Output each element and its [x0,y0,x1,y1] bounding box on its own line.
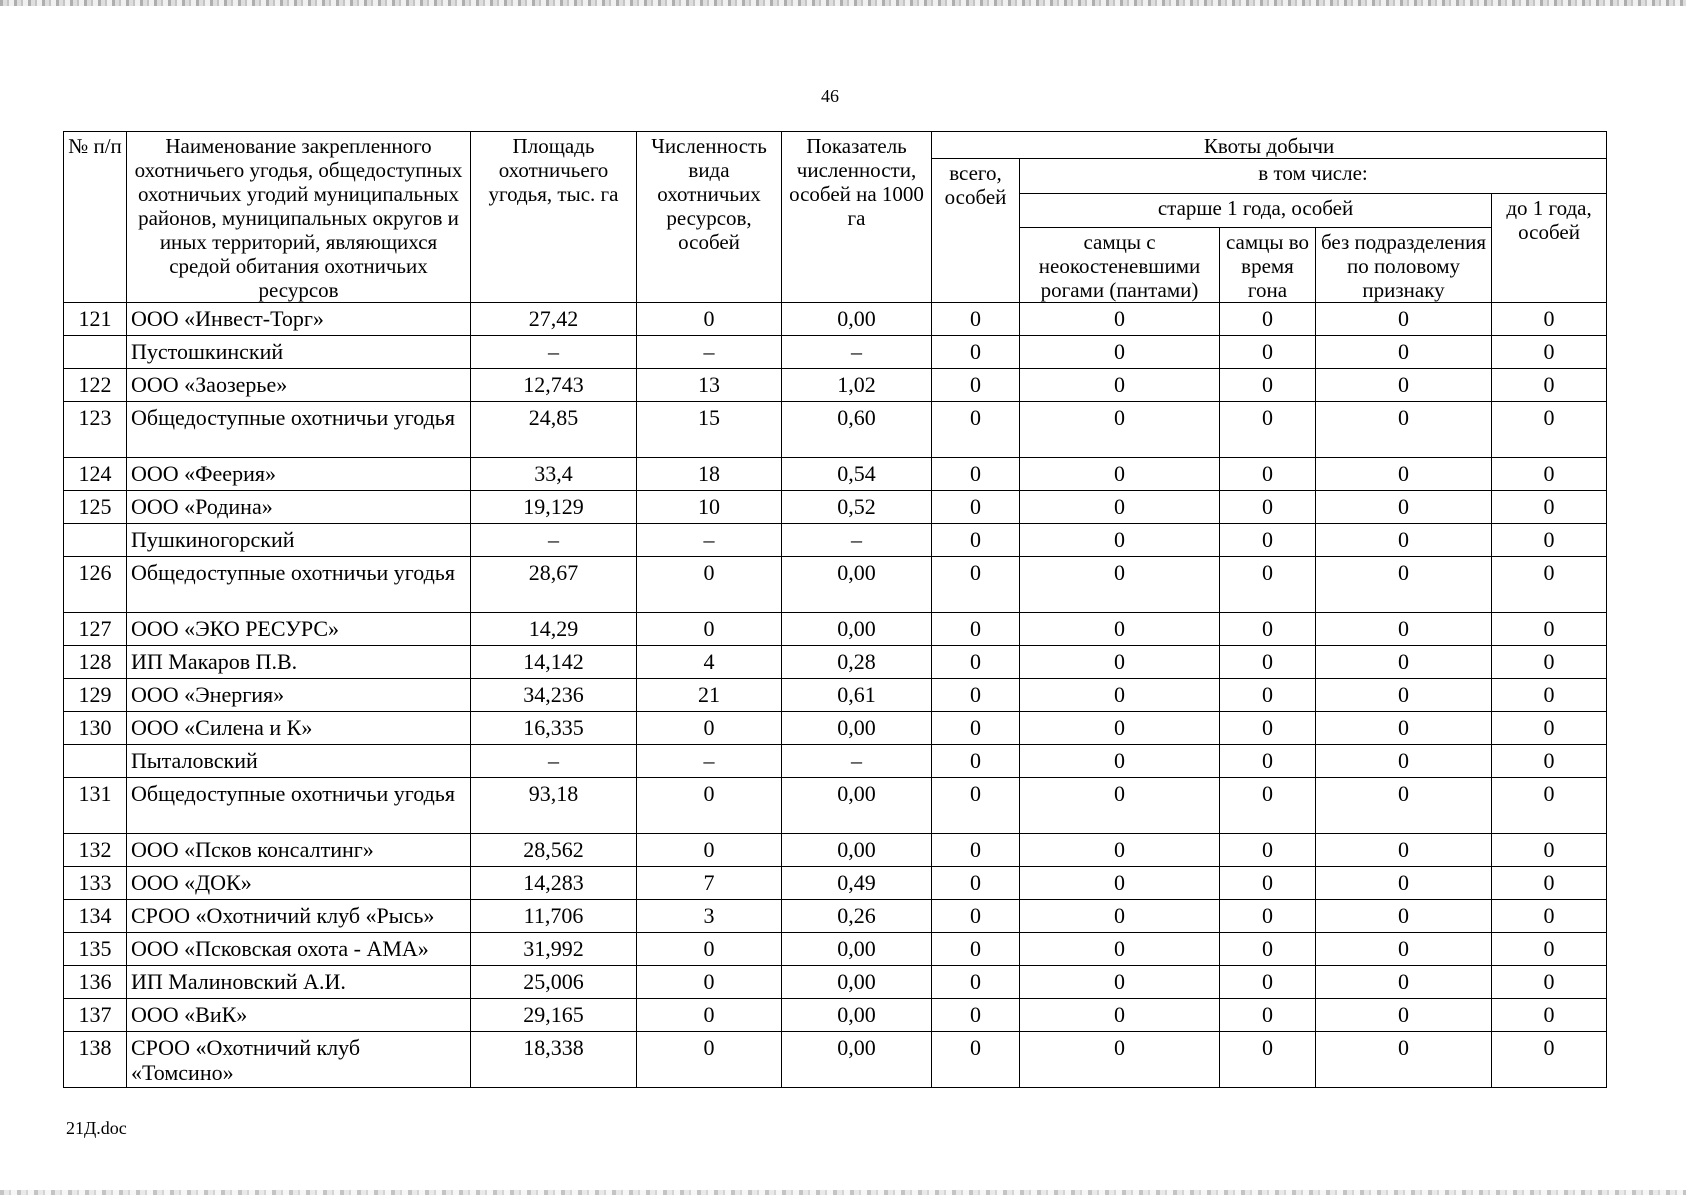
cell-nosex: 0 [1316,933,1492,966]
cell-population: 0 [637,613,782,646]
cell-nosex: 0 [1316,336,1492,369]
cell-nosex: 0 [1316,966,1492,999]
table-row [64,834,1607,867]
table-row [64,303,1607,336]
table-row [64,646,1607,679]
cell-rut: 0 [1220,966,1316,999]
cell-under1: 0 [1492,1032,1607,1088]
cell-rut: 0 [1220,745,1316,778]
cell-num: 124 [64,458,127,491]
cell-total: 0 [932,834,1020,867]
cell-num: 126 [64,557,127,613]
cell-under1: 0 [1492,834,1607,867]
cell-antlers: 0 [1020,679,1220,712]
cell-density: 0,49 [782,867,932,900]
cell-name: Пустошкинский [127,336,471,369]
cell-area: 25,006 [471,966,637,999]
cell-antlers: 0 [1020,524,1220,557]
cell-under1: 0 [1492,491,1607,524]
cell-under1: 0 [1492,458,1607,491]
cell-under1: 0 [1492,613,1607,646]
header-older: старше 1 года, особей [1020,193,1492,228]
cell-num: 138 [64,1032,127,1088]
cell-nosex: 0 [1316,303,1492,336]
cell-under1: 0 [1492,966,1607,999]
cell-under1: 0 [1492,867,1607,900]
cell-area: 14,283 [471,867,637,900]
cell-population: 0 [637,834,782,867]
header-area: Площадь охотничьего угодья, тыс. га [471,132,637,303]
cell-nosex: 0 [1316,369,1492,402]
cell-rut: 0 [1220,679,1316,712]
cell-area: 24,85 [471,402,637,458]
table-row [64,402,1607,458]
cell-area: – [471,336,637,369]
cell-under1: 0 [1492,646,1607,679]
cell-under1: 0 [1492,336,1607,369]
cell-population: 4 [637,646,782,679]
cell-population: 0 [637,557,782,613]
cell-name: СРОО «Охотничий клуб «Томсино» [127,1032,471,1088]
cell-num: 123 [64,402,127,458]
cell-num: 136 [64,966,127,999]
cell-antlers: 0 [1020,933,1220,966]
cell-area: – [471,524,637,557]
cell-area: 34,236 [471,679,637,712]
cell-total: 0 [932,646,1020,679]
cell-rut: 0 [1220,524,1316,557]
cell-area: 11,706 [471,900,637,933]
cell-antlers: 0 [1020,336,1220,369]
table-row [64,867,1607,900]
table-row [64,524,1607,557]
cell-num: 125 [64,491,127,524]
cell-total: 0 [932,966,1020,999]
cell-rut: 0 [1220,557,1316,613]
cell-rut: 0 [1220,778,1316,834]
cell-name: ИП Малиновский А.И. [127,966,471,999]
cell-population: 0 [637,712,782,745]
cell-density: 0,00 [782,1032,932,1088]
cell-num: 135 [64,933,127,966]
cell-area: 14,29 [471,613,637,646]
cell-area: 14,142 [471,646,637,679]
cell-rut: 0 [1220,613,1316,646]
header-name: Наименование закрепленного охотничьего угодья, общедоступных охотничьих угодий муниципальных районов, муниципальных округов и иных территорий, являющихся средой обитания охотничьих ресурсов [127,132,471,303]
table-row [64,745,1607,778]
cell-density: 0,54 [782,458,932,491]
cell-num [64,524,127,557]
cell-under1: 0 [1492,900,1607,933]
cell-name: Общедоступные охотничьи угодья [127,557,471,613]
cell-area: 19,129 [471,491,637,524]
header-rut: самцы во время гона [1220,228,1316,303]
cell-total: 0 [932,900,1020,933]
cell-population: – [637,745,782,778]
cell-total: 0 [932,1032,1020,1088]
cell-density: – [782,745,932,778]
cell-population: 3 [637,900,782,933]
cell-under1: 0 [1492,557,1607,613]
cell-population: 18 [637,458,782,491]
cell-area: 33,4 [471,458,637,491]
cell-population: – [637,336,782,369]
cell-area: 31,992 [471,933,637,966]
cell-density: 0,52 [782,491,932,524]
cell-rut: 0 [1220,402,1316,458]
table-header [64,132,1607,303]
cell-num: 130 [64,712,127,745]
cell-antlers: 0 [1020,458,1220,491]
cell-population: 13 [637,369,782,402]
cell-area: 28,562 [471,834,637,867]
cell-nosex: 0 [1316,745,1492,778]
cell-rut: 0 [1220,933,1316,966]
cell-name: СРОО «Охотничий клуб «Рысь» [127,900,471,933]
cell-rut: 0 [1220,834,1316,867]
cell-nosex: 0 [1316,900,1492,933]
cell-name: Пыталовский [127,745,471,778]
cell-total: 0 [932,303,1020,336]
cell-total: 0 [932,613,1020,646]
cell-under1: 0 [1492,778,1607,834]
cell-antlers: 0 [1020,369,1220,402]
cell-under1: 0 [1492,933,1607,966]
cell-antlers: 0 [1020,712,1220,745]
cell-rut: 0 [1220,712,1316,745]
cell-rut: 0 [1220,867,1316,900]
cell-antlers: 0 [1020,613,1220,646]
cell-area: 93,18 [471,778,637,834]
cell-name: ООО «ДОК» [127,867,471,900]
cell-density: 0,26 [782,900,932,933]
table-row [64,1032,1607,1088]
cell-rut: 0 [1220,491,1316,524]
cell-name: ИП Макаров П.В. [127,646,471,679]
cell-num: 122 [64,369,127,402]
page-number: 46 [821,86,839,106]
cell-name: ООО «Псковская охота - АМА» [127,933,471,966]
cell-population: 15 [637,402,782,458]
cell-density: 0,61 [782,679,932,712]
cell-population: – [637,524,782,557]
cell-antlers: 0 [1020,778,1220,834]
cell-density: – [782,524,932,557]
table-row [64,491,1607,524]
cell-name: ООО «ЭКО РЕСУРС» [127,613,471,646]
cell-density: 0,00 [782,999,932,1032]
table-row [64,966,1607,999]
cell-rut: 0 [1220,1032,1316,1088]
cell-density: 0,00 [782,303,932,336]
cell-total: 0 [932,336,1020,369]
cell-area: 27,42 [471,303,637,336]
cell-antlers: 0 [1020,745,1220,778]
cell-total: 0 [932,679,1020,712]
cell-density: 0,00 [782,834,932,867]
cell-num [64,336,127,369]
cell-population: 0 [637,1032,782,1088]
cell-name: ООО «Инвест-Торг» [127,303,471,336]
cell-num: 121 [64,303,127,336]
cell-nosex: 0 [1316,557,1492,613]
cell-total: 0 [932,524,1020,557]
table-row [64,712,1607,745]
cell-antlers: 0 [1020,303,1220,336]
cell-total: 0 [932,745,1020,778]
cell-total: 0 [932,491,1020,524]
cell-under1: 0 [1492,999,1607,1032]
cell-num: 131 [64,778,127,834]
scan-edge-bottom [0,1190,1686,1195]
cell-antlers: 0 [1020,966,1220,999]
cell-nosex: 0 [1316,999,1492,1032]
cell-name: ООО «Заозерье» [127,369,471,402]
cell-area: – [471,745,637,778]
cell-density: 0,00 [782,933,932,966]
table-row [64,557,1607,613]
cell-population: 21 [637,679,782,712]
table-row [64,900,1607,933]
cell-total: 0 [932,778,1020,834]
header-under1: до 1 года, особей [1492,193,1607,303]
cell-antlers: 0 [1020,900,1220,933]
cell-total: 0 [932,557,1020,613]
cell-under1: 0 [1492,679,1607,712]
cell-density: 0,28 [782,646,932,679]
header-quotas: Квоты добычи [932,132,1607,159]
cell-name: ООО «Феерия» [127,458,471,491]
cell-under1: 0 [1492,402,1607,458]
header-density: Показатель численности, особей на 1000 га [782,132,932,303]
table-row [64,679,1607,712]
header-population: Численность вида охотничьих ресурсов, особей [637,132,782,303]
cell-under1: 0 [1492,524,1607,557]
cell-nosex: 0 [1316,458,1492,491]
cell-nosex: 0 [1316,613,1492,646]
cell-rut: 0 [1220,303,1316,336]
cell-num [64,745,127,778]
cell-nosex: 0 [1316,646,1492,679]
cell-num: 133 [64,867,127,900]
table-row [64,999,1607,1032]
cell-rut: 0 [1220,900,1316,933]
cell-nosex: 0 [1316,778,1492,834]
table-row [64,778,1607,834]
cell-name: Пушкиногорский [127,524,471,557]
cell-antlers: 0 [1020,999,1220,1032]
cell-name: ООО «Силена и К» [127,712,471,745]
cell-rut: 0 [1220,336,1316,369]
scan-edge-top [0,0,1686,6]
cell-rut: 0 [1220,458,1316,491]
cell-antlers: 0 [1020,402,1220,458]
cell-area: 12,743 [471,369,637,402]
cell-antlers: 0 [1020,867,1220,900]
cell-population: 7 [637,867,782,900]
cell-name: ООО «Родина» [127,491,471,524]
cell-rut: 0 [1220,999,1316,1032]
table-body [64,303,1607,1088]
cell-nosex: 0 [1316,867,1492,900]
cell-name: ООО «Энергия» [127,679,471,712]
cell-total: 0 [932,933,1020,966]
cell-nosex: 0 [1316,402,1492,458]
header-num: № п/п [64,132,127,303]
cell-antlers: 0 [1020,834,1220,867]
cell-num: 132 [64,834,127,867]
cell-nosex: 0 [1316,712,1492,745]
cell-population: 0 [637,999,782,1032]
cell-num: 127 [64,613,127,646]
cell-num: 128 [64,646,127,679]
cell-density: 0,00 [782,712,932,745]
cell-total: 0 [932,369,1020,402]
header-including: в том числе: [1020,159,1607,194]
cell-area: 29,165 [471,999,637,1032]
cell-num: 137 [64,999,127,1032]
cell-density: 0,00 [782,778,932,834]
cell-antlers: 0 [1020,1032,1220,1088]
cell-rut: 0 [1220,646,1316,679]
cell-nosex: 0 [1316,491,1492,524]
cell-antlers: 0 [1020,491,1220,524]
header-antlers: самцы с неокостеневшими рогами (пантами) [1020,228,1220,303]
table-row [64,336,1607,369]
cell-num: 129 [64,679,127,712]
cell-name: Общедоступные охотничьи угодья [127,778,471,834]
cell-under1: 0 [1492,369,1607,402]
cell-density: 0,00 [782,557,932,613]
cell-total: 0 [932,867,1020,900]
cell-density: 0,60 [782,402,932,458]
cell-nosex: 0 [1316,1032,1492,1088]
table-row [64,613,1607,646]
cell-nosex: 0 [1316,524,1492,557]
cell-population: 10 [637,491,782,524]
cell-under1: 0 [1492,745,1607,778]
cell-num: 134 [64,900,127,933]
table-row [64,933,1607,966]
cell-density: 0,00 [782,613,932,646]
cell-under1: 0 [1492,712,1607,745]
cell-total: 0 [932,402,1020,458]
cell-name: ООО «ВиК» [127,999,471,1032]
cell-population: 0 [637,933,782,966]
cell-density: 0,00 [782,966,932,999]
cell-area: 18,338 [471,1032,637,1088]
header-nosex: без подразделения по половому признаку [1316,228,1492,303]
cell-population: 0 [637,303,782,336]
table-row [64,369,1607,402]
cell-antlers: 0 [1020,646,1220,679]
doc-footer: 21Д.doc [66,1118,127,1138]
cell-total: 0 [932,999,1020,1032]
cell-rut: 0 [1220,369,1316,402]
cell-name: Общедоступные охотничьи угодья [127,402,471,458]
cell-area: 16,335 [471,712,637,745]
cell-total: 0 [932,458,1020,491]
cell-population: 0 [637,966,782,999]
table-row [64,458,1607,491]
cell-nosex: 0 [1316,834,1492,867]
cell-population: 0 [637,778,782,834]
header-total: всего, особей [932,159,1020,303]
cell-total: 0 [932,712,1020,745]
cell-nosex: 0 [1316,679,1492,712]
cell-under1: 0 [1492,303,1607,336]
cell-density: – [782,336,932,369]
quota-table [63,131,1607,1088]
cell-density: 1,02 [782,369,932,402]
cell-antlers: 0 [1020,557,1220,613]
cell-area: 28,67 [471,557,637,613]
cell-name: ООО «Псков консалтинг» [127,834,471,867]
